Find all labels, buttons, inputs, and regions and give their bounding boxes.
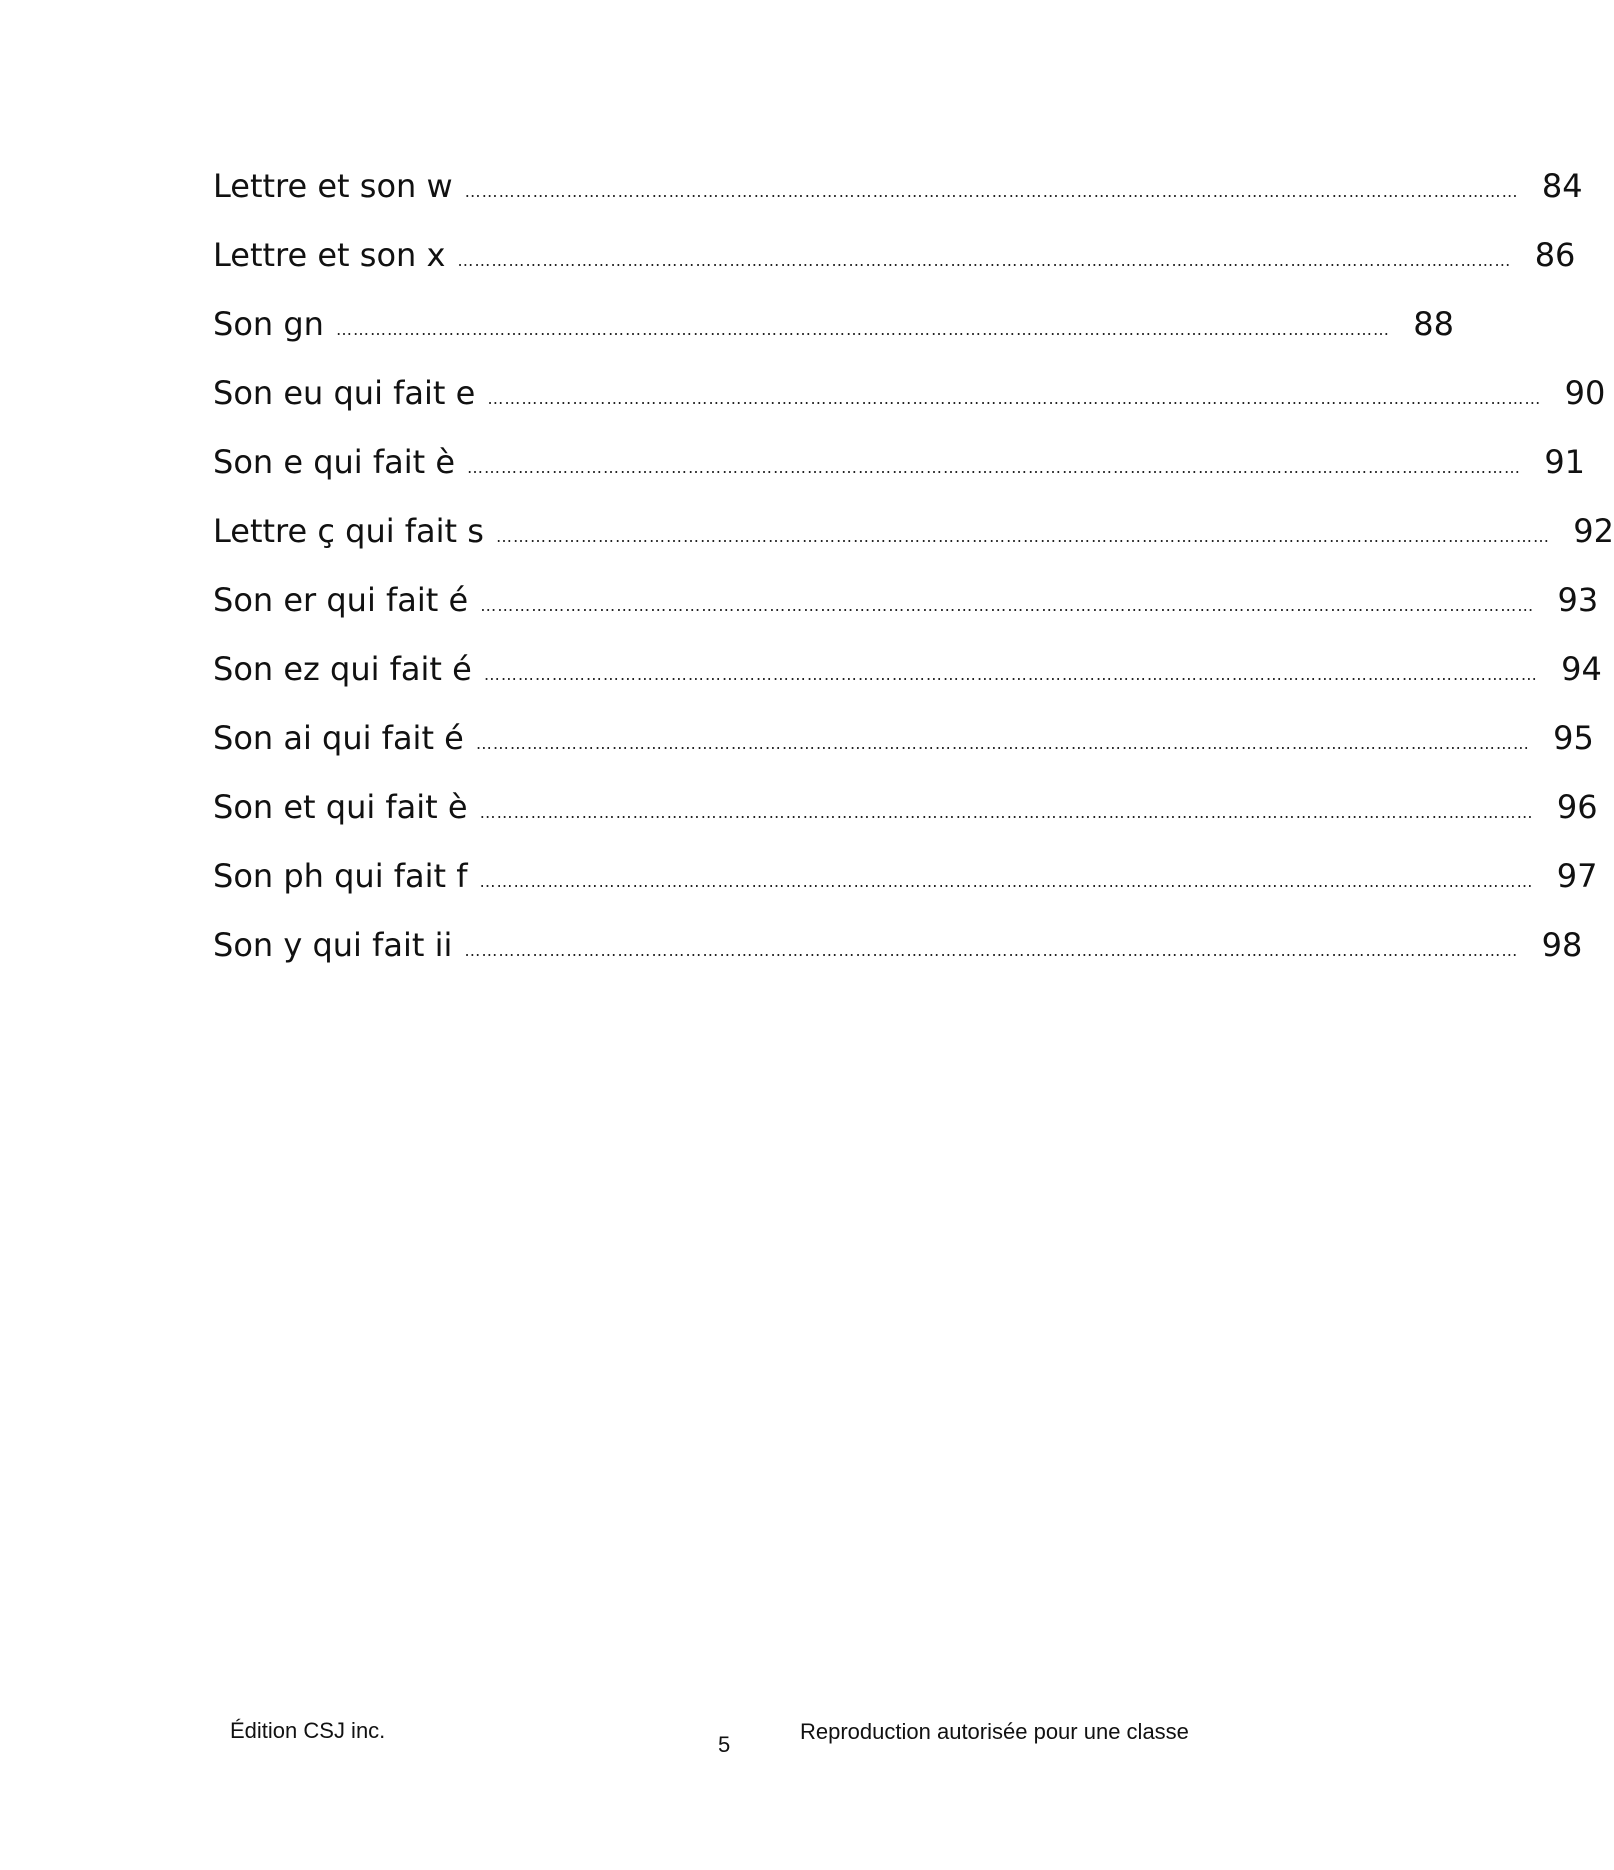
toc-dot-leader: …………………………………………………………………………………………………………………………………………………………………… [464,941,1519,960]
toc-entry-page: 88 [1413,305,1454,343]
table-of-contents [213,167,1614,998]
toc-dot-leader: …………………………………………………………………………………………………………………………………………………………………… [457,251,1512,270]
toc-dot-leader: …………………………………………………………………………………………………………………………………………………………………… [483,665,1538,684]
toc-entry [213,305,1454,377]
toc-entry-label: Lettre ç qui fait s [213,512,484,550]
toc-dot-leader: …………………………………………………………………………………………………………………………………………………………………… [480,596,1535,615]
toc-entry [213,443,1586,515]
toc-entry-page: 96 [1556,788,1598,826]
toc-entry-page: 84 [1541,167,1583,205]
toc-entry [213,857,1598,929]
footer-page-number: 5 [718,1732,731,1757]
toc-entry-label: Son e qui fait è [213,443,456,481]
toc-entry-label: Son ph qui fait f [213,857,468,895]
toc-dot-leader: …………………………………………………………………………………………………………………………………………………………………… [335,320,1390,339]
toc-entry-label: Son et qui fait è [213,788,468,826]
toc-entry-label: Son y qui fait ii [213,926,453,964]
toc-dot-leader: …………………………………………………………………………………………………………………………………………………………………… [464,182,1519,201]
toc-entry-page: 92 [1573,512,1614,550]
toc-entry [213,926,1583,998]
toc-entry [213,581,1599,653]
toc-entry [213,650,1602,722]
toc-entry [213,788,1598,860]
toc-entry [213,512,1614,584]
footer-rights: Reproduction autorisée pour une classe [800,1719,1189,1744]
toc-dot-leader: …………………………………………………………………………………………………………………………………………………………………… [479,803,1534,822]
toc-entry-page: 86 [1534,236,1576,274]
toc-entry-label: Son gn [213,305,324,343]
toc-entry [213,236,1576,308]
toc-dot-leader: …………………………………………………………………………………………………………………………………………………………………… [479,872,1534,891]
toc-entry-label: Son ez qui fait é [213,650,472,688]
toc-entry-label: Son er qui fait é [213,581,469,619]
toc-entry [213,374,1606,446]
toc-entry-page: 93 [1557,581,1599,619]
toc-entry-page: 90 [1564,374,1606,412]
toc-entry-page: 94 [1561,650,1602,688]
toc-dot-leader: …………………………………………………………………………………………………………………………………………………………………… [475,734,1530,753]
toc-dot-leader: …………………………………………………………………………………………………………………………………………………………………… [495,527,1550,546]
toc-entry-page: 98 [1541,926,1583,964]
toc-entry-page: 97 [1556,857,1598,895]
toc-entry-label: Son eu qui fait e [213,374,476,412]
toc-entry-label: Lettre et son x [213,236,446,274]
toc-dot-leader: …………………………………………………………………………………………………………………………………………………………………… [487,389,1542,408]
toc-entry-label: Lettre et son w [213,167,453,205]
toc-dot-leader: …………………………………………………………………………………………………………………………………………………………………… [467,458,1522,477]
toc-entry [213,719,1594,791]
toc-entry-page: 91 [1544,443,1586,481]
toc-entry-label: Son ai qui fait é [213,719,464,757]
footer-publisher: Édition CSJ inc. [230,1718,386,1743]
toc-entry-page: 95 [1553,719,1594,757]
toc-entry [213,167,1583,239]
